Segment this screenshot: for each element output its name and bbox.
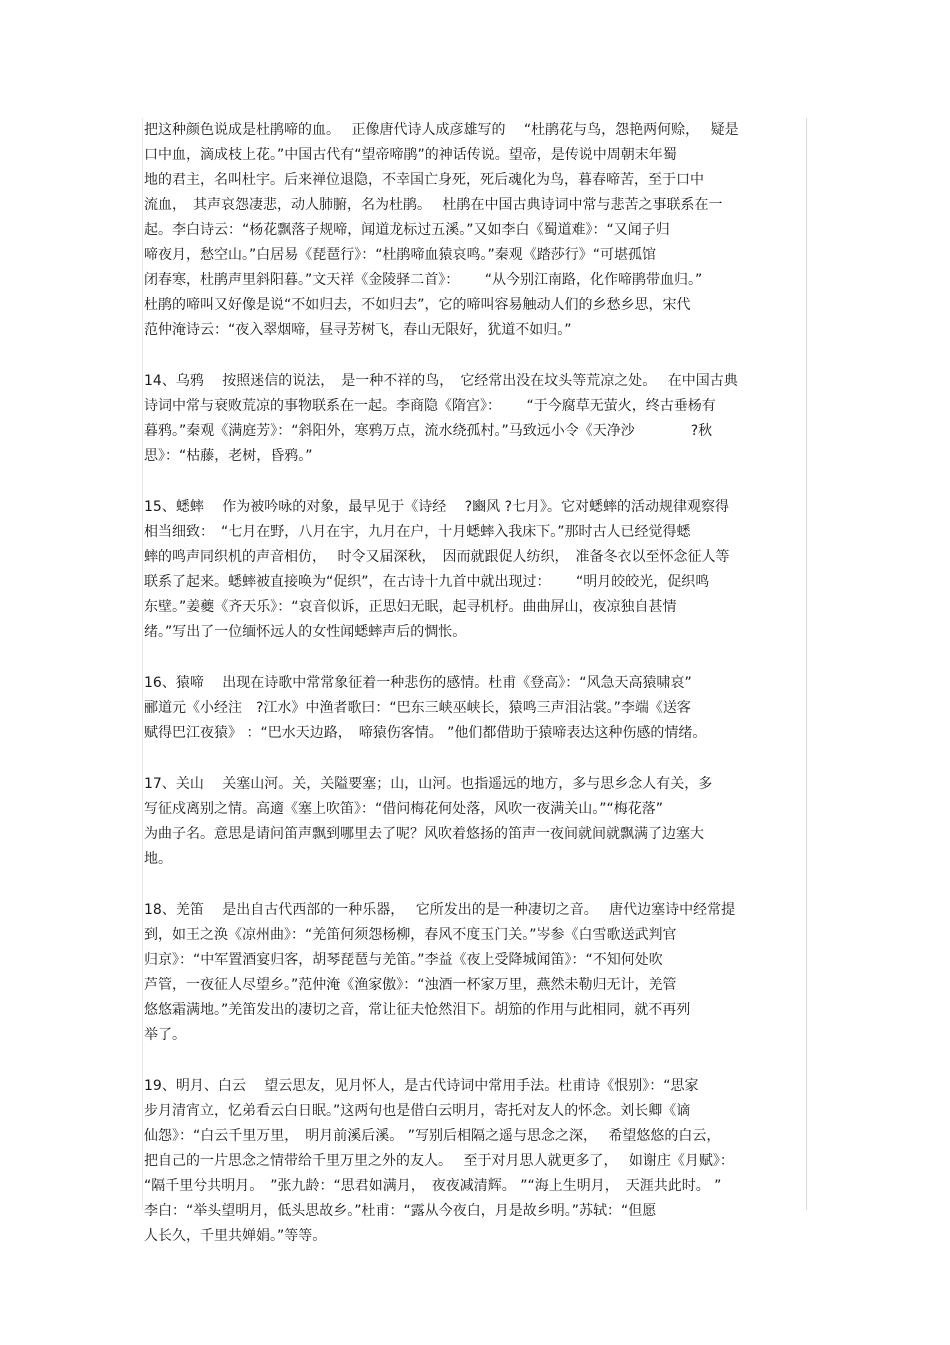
text-line: 地的君主，名叫杜宇。后来禅位退隐，不幸国亡身死，死后魂化为鸟，暮春啼苦，至于口中	[144, 172, 704, 188]
right-margin-rule	[806, 118, 807, 1210]
text-line: 到，如王之涣《凉州曲》：“羌笛何须怨杨柳，春风不度玉门关。”岑参《白雪歌送武判官	[144, 927, 677, 943]
text-line: 思》：“枯藤，老树，昏鸦。”	[144, 448, 313, 464]
text-line: 口中血，滴成枝上花。”中国古代有“望帝啼鹃”的神话传说。望帝，是传说中周朝末年蜀	[144, 147, 677, 163]
paragraph	[144, 898, 804, 1048]
text-line: 蟀的鸣声同织机的声音相仿， 时令又届深秋， 因而就跟促人纺织， 准备冬衣以至怀念征人等	[144, 549, 730, 565]
text-line: 步月清宵立，忆弟看云白日眠。”这两句也是借白云明月，寄托对友人的怀念。刘长卿《谪	[144, 1103, 691, 1119]
paragraph-spacer	[144, 746, 804, 772]
text-line: 东壁。”姜夔《齐天乐》：“哀音似诉，正思妇无眠，起寻机杼。曲曲屏山，夜凉独自甚情	[144, 599, 677, 615]
text-line: 闭春寒，杜鹃声里斜阳暮。”文天祥《金陵驿二首》： “从今别江南路，化作啼鹃带血归。”	[144, 272, 703, 288]
paragraph	[144, 369, 804, 469]
text-line: 杜鹃的啼叫又好像是说“不如归去，不如归去”，它的啼叫容易触动人们的乡愁乡思，宋代	[144, 297, 691, 313]
paragraph	[144, 772, 804, 872]
text-line: 14、乌鸦 按照迷信的说法， 是一种不祥的鸟， 它经常出没在坟头等荒凉之处。 在中国古典	[144, 373, 738, 389]
text-line: 悠悠霜满地。”羌笛发出的凄切之音，常让征夫怆然泪下。胡笳的作用与此相同，就不再列	[144, 1002, 691, 1018]
paragraph	[144, 1074, 804, 1249]
text-line: 16、猿啼 出现在诗歌中常常象征着一种悲伤的感情。杜甫《登高》：“风急天高猿啸哀”	[144, 675, 692, 691]
text-line: 李白：“举头望明月，低头思故乡。”杜甫：“露从今夜白，月是故乡明。”苏轼：“但愿	[144, 1203, 657, 1219]
text-line: “隔千里兮共明月。 ”张九龄：“思君如满月， 夜夜减清辉。 ”“海上生明月， 天涯共此时。 ”	[144, 1178, 722, 1194]
paragraph-spacer	[144, 469, 804, 495]
text-line: 写征戍离别之情。高適《塞上吹笛》：“借问梅花何处落，风吹一夜满关山。”“梅花落”	[144, 801, 664, 817]
text-line: 起。李白诗云：“杨花飘落子规啼，闻道龙标过五溪。”又如李白《蜀道难》：“又闻子归	[144, 222, 670, 238]
text-line: 范仲淹诗云：“夜入翠烟啼，昼寻芳树飞，春山无限好，犹道不如归。”	[144, 322, 572, 338]
left-margin-rule	[142, 118, 143, 1210]
paragraph-spacer	[144, 1048, 804, 1074]
text-line: 相当细致： “七月在野，八月在宇，九月在户，十月蟋蟀入我床下。”那时古人已经觉得蟋	[144, 524, 691, 540]
text-line: 诗词中常与衰败荒凉的事物联系在一起。李商隐《隋宫》： “于今腐草无萤火，终古垂杨有	[144, 398, 716, 414]
text-line: 地。	[144, 851, 172, 867]
paragraph-spacer	[144, 645, 804, 671]
text-line: 举了。	[144, 1027, 186, 1043]
paragraph	[144, 671, 804, 746]
text-line: 为曲子名。意思是请问笛声飘到哪里去了呢？风吹着悠扬的笛声一夜间就间就飘满了边塞大	[144, 826, 704, 842]
document-body	[144, 118, 804, 1249]
text-line: 18、羌笛 是出自古代西部的一种乐器， 它所发出的是一种凄切之音。 唐代边塞诗中经常提	[144, 902, 736, 918]
text-line: 赋得巴江夜猿》 ：“巴水天边路， 啼猿伤客情。 ”他们都借助于猿啼表达这种伤感的情绪。	[144, 725, 707, 741]
text-line: 把这种颜色说成是杜鹃啼的血。 正像唐代诗人成彦雄写的 “杜鹃花与鸟，怨艳两何赊， 疑是	[144, 122, 739, 138]
paragraph-spacer	[144, 872, 804, 898]
paragraph-spacer	[144, 343, 804, 369]
text-line: 归京》：“中军置酒宴归客，胡琴琵琶与羌笛。”李益《夜上受降城闻笛》：“不知何处吹	[144, 952, 663, 968]
text-line: 15、蟋蟀 作为被吟咏的对象，最早见于《诗经 ?豳风 ?七月》。它对蟋蟀的活动规律观察得	[144, 499, 730, 515]
text-line: 仙怨》：“白云千里万里， 明月前溪后溪。 ”写别后相隔之遥与思念之深， 希望悠悠的白云，	[144, 1128, 721, 1144]
text-line: 暮鸦。”秦观《满庭芳》：“斜阳外，寒鸦万点，流水绕孤村。”马致远小令《天净沙 ?秋	[144, 423, 713, 439]
text-line: 郦道元《小经注 ?江水》中渔者歌曰：“巴东三峡巫峡长，猿鸣三声泪沾裳。”李端《送客	[144, 700, 691, 716]
text-line: 绪。”写出了一位缅怀远人的女性闻蟋蟀声后的惆怅。	[144, 624, 467, 640]
paragraph	[144, 118, 804, 343]
text-line: 把自己的一片思念之情带给千里万里之外的友人。 至于对月思人就更多了， 如谢庄《月赋》：	[144, 1153, 734, 1169]
paragraph	[144, 495, 804, 645]
text-line: 联系了起来。蟋蟀被直接唤为“促织”，在古诗十九首中就出现过： “明月皎皎光，促织鸣	[144, 574, 710, 590]
text-line: 芦管，一夜征人尽望乡。”范仲淹《渔家傲》：“浊酒一杯家万里，燕然未勒归无计，羌管	[144, 977, 677, 993]
text-line: 人长久，千里共婵娟。”等等。	[144, 1228, 327, 1244]
text-line: 19、明月、白云 望云思友，见月怀人，是古代诗词中常用手法。杜甫诗《恨别》：“思家	[144, 1078, 699, 1094]
text-line: 啼夜月，愁空山。”白居易《琵琶行》：“杜鹃啼血猿哀鸣。”秦观《踏莎行》“可堪孤馆	[144, 247, 657, 263]
text-line: 流血， 其声哀怨凄悲，动人肺腑，名为杜鹃。 杜鹃在中国古典诗词中常与悲苦之事联系在一	[144, 197, 723, 213]
text-line: 17、关山 关塞山河。关，关隘要塞；山，山河。也指遥远的地方，多与思乡念人有关，多	[144, 776, 713, 792]
